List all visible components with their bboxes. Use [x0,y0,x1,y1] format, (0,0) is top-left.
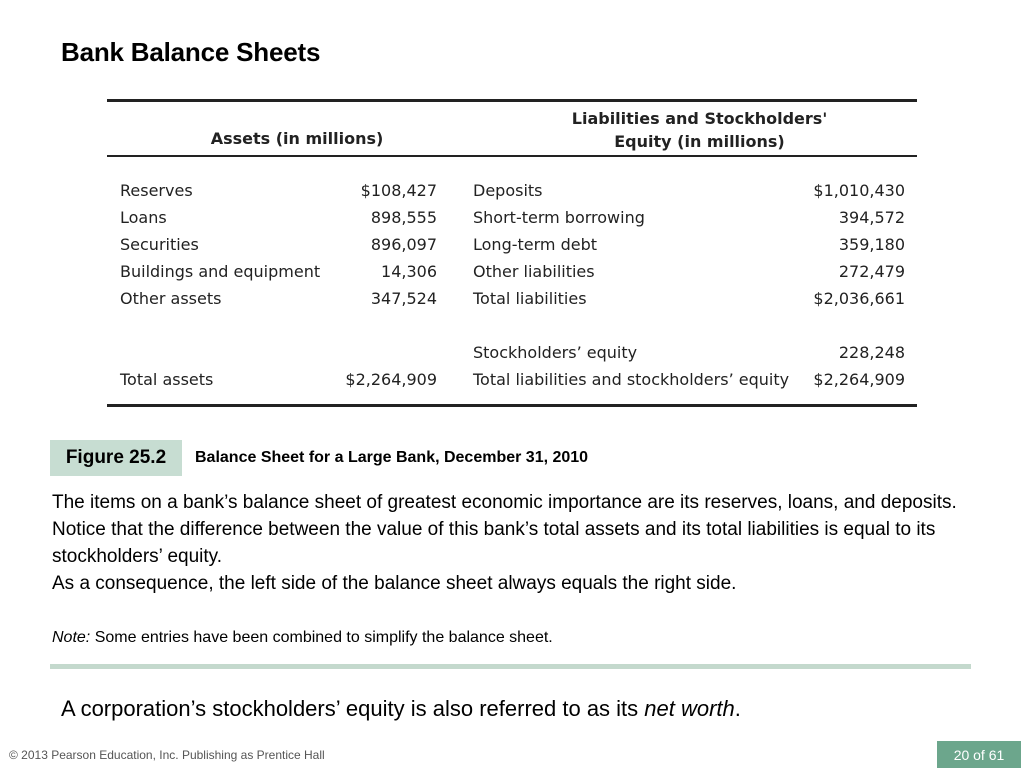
asset-label: Securities [120,235,199,254]
liability-label: Other liabilities [473,262,595,281]
balance-sheet-table [107,99,917,410]
asset-value: 14,306 [381,262,437,281]
total-liabilities-equity-label: Total liabilities and stockholders’ equity [473,370,790,389]
body-paragraph: As a consequence, the left side of the balance sheet always equals the right side. [52,573,737,594]
liabilities-header-line1: Liabilities and Stockholders' [571,109,828,128]
liability-label: Deposits [473,181,543,200]
statement-text: A corporation’s stockholders’ equity is also referred to as its [61,696,645,721]
equity-value: 228,248 [838,343,905,362]
total-assets-value: $2,264,909 [345,370,437,389]
note-text: Some entries have been combined to simplify the balance sheet. [90,629,553,646]
liability-value: 394,572 [838,208,905,227]
total-assets-label: Total assets [120,370,214,389]
note-label: Note: [52,629,91,646]
body-paragraph: Notice that the difference between the value of this bank’s total assets and its total liabilities is equal to its stockholders’ equity. [52,519,936,567]
figure-caption: Balance Sheet for a Large Bank, December 31, 2010 [195,449,589,466]
table-bottom-rule [107,404,917,407]
equity-label: Stockholders’ equity [473,343,638,362]
asset-label: Loans [120,208,167,227]
table-note [52,629,553,647]
asset-value: 896,097 [370,235,437,254]
total-liabilities-equity-value: $2,264,909 [813,370,905,389]
liability-value: 359,180 [838,235,905,254]
asset-value: 347,524 [370,289,437,308]
liability-value: 272,479 [838,262,905,281]
section-divider [50,664,971,669]
statement-suffix: . [734,696,741,721]
copyright-footer: © 2013 Pearson Education, Inc. Publishing as Prentice Hall [9,748,325,762]
asset-label: Reserves [120,181,193,200]
body-paragraph: The items on a bank’s balance sheet of greatest economic importance are its reserves, loans, and deposits. [52,492,957,513]
liability-label: Long-term debt [473,235,598,254]
asset-value: $108,427 [360,181,437,200]
liability-label: Total liabilities [473,289,587,308]
liability-label: Short-term borrowing [473,208,645,227]
body-text [52,489,982,597]
net-worth-statement [61,696,741,722]
asset-value: 898,555 [370,208,437,227]
liability-value: $2,036,661 [813,289,905,308]
liabilities-header-line2: Equity (in millions) [614,132,785,151]
page-number-badge: 20 of 61 [937,741,1021,768]
figure-number-badge: Figure 25.2 [50,440,182,476]
liability-value: $1,010,430 [813,181,905,200]
table-top-rule [107,99,917,102]
slide-title: Bank Balance Sheets [61,37,321,67]
asset-label: Other assets [120,289,222,308]
asset-label: Buildings and equipment [120,262,321,281]
table-header-rule [107,155,917,157]
statement-emphasis: net worth [644,696,735,721]
assets-header: Assets (in millions) [210,129,384,148]
